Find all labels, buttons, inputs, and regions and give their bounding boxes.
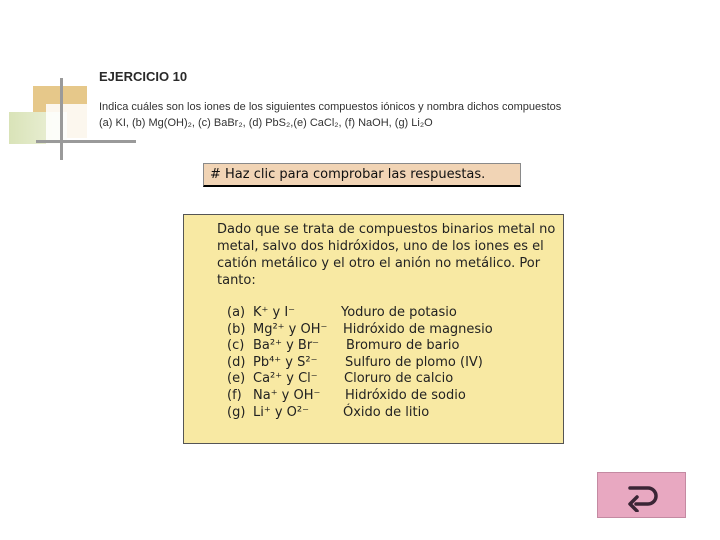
decorative-horizontal-line: [36, 140, 136, 143]
answer-label: (d): [227, 354, 246, 370]
answer-ions: Pb⁴⁺ y S²⁻: [253, 354, 318, 370]
answer-label: (e): [227, 371, 246, 387]
answer-compound-name: Sulfuro de plomo (IV): [345, 354, 483, 370]
answer-label: (b): [227, 321, 246, 337]
answer-label: (g): [227, 404, 246, 420]
exercise-instructions: [99, 99, 659, 131]
answer-compound-name: Hidróxido de magnesio: [343, 321, 493, 337]
decorative-vertical-line: [60, 78, 63, 160]
answers-intro-text: Dado que se trata de compuestos binarios metal no metal, salvo dos hidróxidos, uno de los iones es el catión metálico y el otro el anión no metálico. Por tanto:: [217, 222, 556, 288]
exercise-title: EJERCICIO 10: [99, 69, 188, 84]
instruction-line-2: (a) KI, (b) Mg(OH)₂, (c) BaBr₂, (d) PbS₂,(e) CaCl₂, (f) NaOH, (g) Li₂O: [99, 117, 433, 129]
check-answers-button[interactable]: # Haz clic para comprobar las respuestas.: [203, 163, 521, 187]
answer-row: [227, 405, 567, 422]
answer-row: [227, 388, 567, 405]
answer-ions: Na⁺ y OH⁻: [253, 387, 321, 403]
answer-compound-name: Yoduro de potasio: [341, 305, 457, 320]
answer-compound-name: Cloruro de calcio: [344, 371, 454, 387]
answer-ions: Ba²⁺ y Br⁻: [253, 338, 320, 354]
answer-label: (a): [227, 305, 246, 320]
answer-ions: Ca²⁺ y Cl⁻: [253, 371, 318, 387]
answer-row: [227, 371, 567, 388]
answer-compound-name: Óxido de litio: [343, 404, 430, 420]
instruction-line-1: Indica cuáles son los iones de los siguientes compuestos iónicos y nombra dichos compuestos: [99, 101, 562, 113]
answer-row: [227, 338, 567, 355]
answer-compound-name: Hidróxido de sodio: [345, 387, 466, 403]
answers-panel: [183, 214, 564, 444]
return-arrow-icon: [622, 482, 662, 512]
answer-ions: K⁺ y I⁻: [253, 305, 296, 320]
answer-label: (f): [227, 387, 242, 403]
answer-row: [227, 355, 567, 372]
answer-ions: Mg²⁺ y OH⁻: [253, 321, 328, 337]
back-button[interactable]: [597, 472, 686, 518]
answer-compound-name: Bromuro de bario: [346, 338, 460, 354]
answer-row: [227, 322, 567, 339]
answer-ions: Li⁺ y O²⁻: [253, 404, 309, 420]
answer-label: (c): [227, 338, 245, 354]
answers-list: [227, 305, 567, 421]
answer-row: [227, 305, 567, 322]
